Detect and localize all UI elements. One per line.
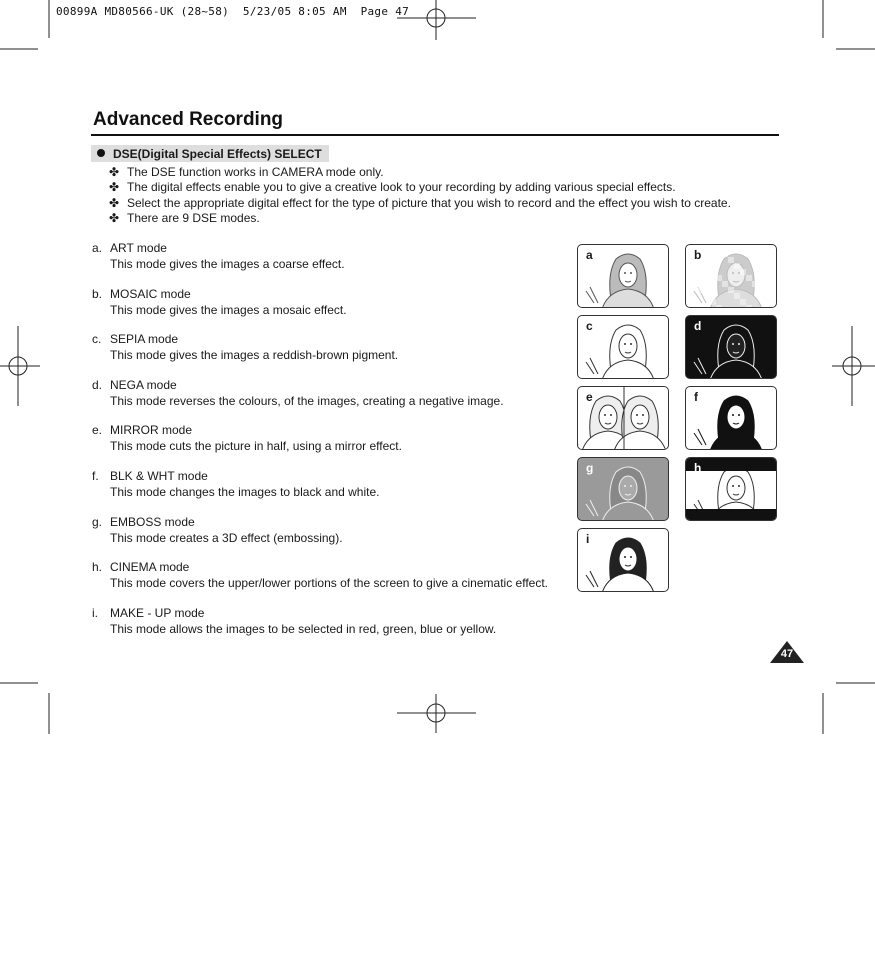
thumbnail-cinema: h bbox=[685, 457, 777, 521]
page-title: Advanced Recording bbox=[93, 109, 284, 130]
mode-desc: This mode changes the images to black and white. bbox=[110, 484, 380, 499]
bullet-item: ✤ The digital effects enable you to give a creative look to your recording by adding various special effects. bbox=[109, 180, 676, 195]
bullet-list bbox=[109, 165, 759, 226]
section-label: DSE(Digital Special Effects) SELECT bbox=[113, 147, 322, 161]
mode-name: CINEMA mode bbox=[110, 560, 190, 575]
bullet-item: ✤ The DSE function works in CAMERA mode only. bbox=[109, 165, 384, 179]
page-number: 47 bbox=[780, 648, 794, 660]
mode-item: b. MOSAIC mode This mode gives the images a mosaic effect. bbox=[92, 286, 347, 317]
mode-name: MAKE - UP mode bbox=[110, 605, 205, 620]
mode-name: MIRROR mode bbox=[110, 423, 193, 438]
bullet-mark-icon: ✤ bbox=[109, 210, 120, 225]
mode-desc: This mode allows the images to be selected in red, green, blue or yellow. bbox=[110, 621, 497, 636]
mode-desc: This mode gives the images a coarse effect. bbox=[110, 257, 345, 271]
bullet-item: ✤ Select the appropriate digital effect for the type of picture that you wish to record and the effect you wish to create. bbox=[109, 195, 731, 210]
bullet-mark-icon: ✤ bbox=[109, 165, 120, 179]
mode-item: c. SEPIA mode This mode gives the images a reddish-brown pigment. bbox=[92, 332, 399, 363]
mode-name: MOSAIC mode bbox=[110, 286, 191, 301]
mode-item: a. ART mode This mode gives the images a coarse effect. bbox=[92, 241, 345, 271]
bullet-item: ✤ There are 9 DSE modes. bbox=[109, 210, 260, 225]
mode-name: EMBOSS mode bbox=[110, 514, 195, 529]
mode-desc: This mode cuts the picture in half, using a mirror effect. bbox=[110, 439, 402, 454]
bullet-mark-icon: ✤ bbox=[109, 180, 120, 195]
title-divider bbox=[91, 134, 779, 136]
mode-item: d. NEGA mode This mode reverses the colours, of the images, creating a negative image. bbox=[92, 377, 504, 408]
mode-desc: This mode covers the upper/lower portions of the screen to give a cinematic effect. bbox=[110, 576, 548, 591]
mode-desc: This mode reverses the colours, of the images, creating a negative image. bbox=[110, 393, 504, 408]
thumbnail-nega: d bbox=[685, 315, 777, 379]
section-heading bbox=[91, 145, 329, 162]
figure-illustration bbox=[578, 529, 669, 592]
mode-name: BLK & WHT mode bbox=[110, 468, 208, 483]
thumbnail-sepia: c bbox=[577, 315, 669, 379]
mode-name: ART mode bbox=[110, 241, 167, 255]
mode-desc: This mode creates a 3D effect (embossing). bbox=[110, 530, 343, 545]
mode-item: g. EMBOSS mode This mode creates a 3D effect (embossing). bbox=[92, 514, 343, 545]
mode-desc: This mode gives the images a mosaic effect. bbox=[110, 302, 347, 317]
bullet-dot-icon bbox=[97, 149, 105, 157]
bullet-mark-icon: ✤ bbox=[109, 195, 120, 210]
thumbnail-mirror: e bbox=[577, 386, 669, 450]
mode-name: SEPIA mode bbox=[110, 332, 179, 347]
figure-illustration bbox=[686, 387, 777, 450]
thumbnail-blk-wht: f bbox=[685, 386, 777, 450]
mode-item: i. MAKE - UP mode This mode allows the images to be selected in red, green, blue or yellow. bbox=[92, 605, 497, 636]
mode-item: h. CINEMA mode This mode covers the upper/lower portions of the screen to give a cinematic effect. bbox=[92, 560, 548, 591]
thumbnail-make-up: i bbox=[577, 528, 669, 592]
thumbnail-emboss: g bbox=[577, 457, 669, 521]
thumbnail-mosaic: b bbox=[685, 244, 777, 308]
mode-item: e. MIRROR mode This mode cuts the picture in half, using a mirror effect. bbox=[92, 423, 402, 454]
mode-name: NEGA mode bbox=[110, 377, 177, 392]
mode-list bbox=[92, 240, 562, 650]
mode-item: f. BLK & WHT mode This mode changes the images to black and white. bbox=[92, 468, 380, 499]
mode-desc: This mode gives the images a reddish-brown pigment. bbox=[110, 348, 399, 363]
thumbnail-art: a bbox=[577, 244, 669, 308]
print-header: 00899A MD80566-UK (28~58) 5/23/05 8:05 AM Page 47 bbox=[56, 5, 410, 18]
